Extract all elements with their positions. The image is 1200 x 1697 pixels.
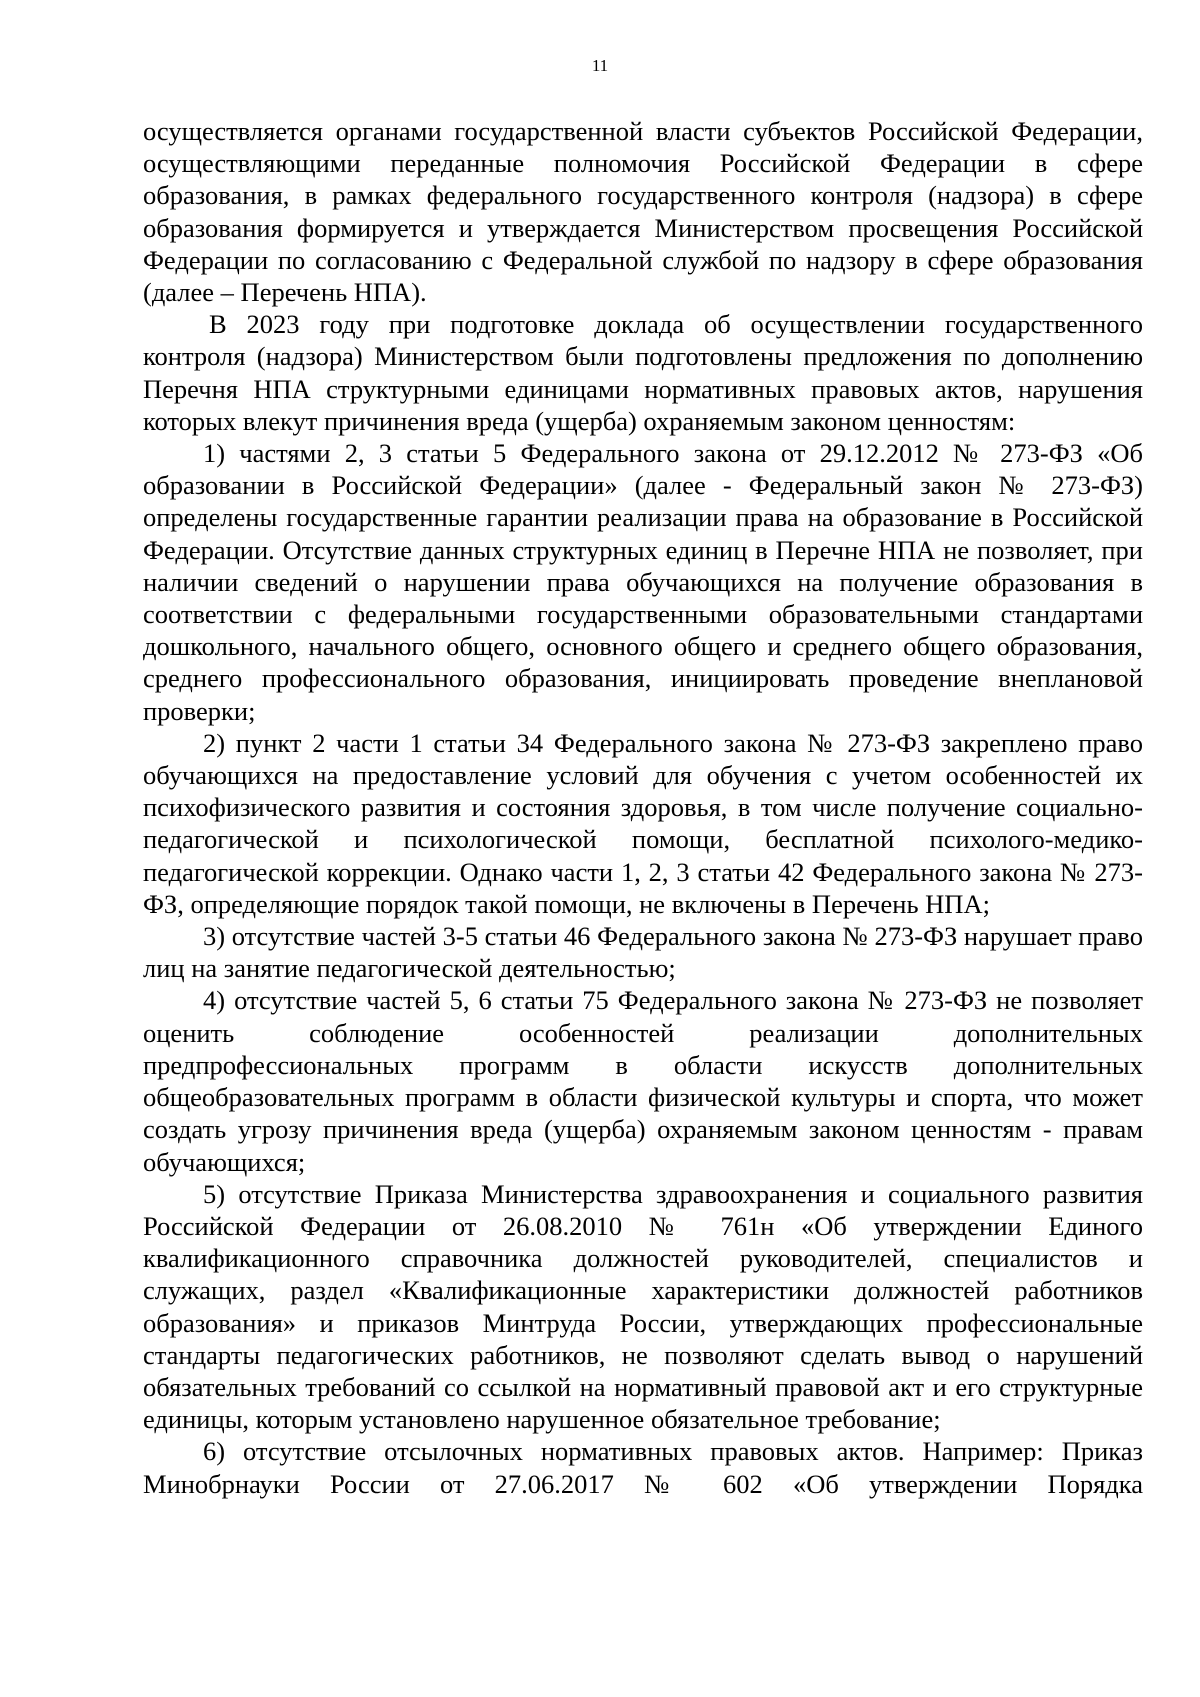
list-item-2: 2) пункт 2 части 1 статьи 34 Федерального закона № 273-ФЗ закреплено право обучающихся на предоставление условий для обучения с учетом особенностей их психофизического развития и состояния здоровья, в том числе получение социально-педагогической и психологической помощи, бесплатной психолого-медико-педагогической коррекции. Однако части 1, 2, 3 статьи 42 Федерального закона № 273-ФЗ, определяющие порядок такой помощи, не включены в Перечень НПА;: [143, 727, 1143, 919]
page-number: 11: [591, 56, 609, 75]
list-item-4: 4) отсутствие частей 5, 6 статьи 75 Федерального закона № 273-ФЗ не позволяет оценить соблюдение особенностей реализации дополнительных предпрофессиональных программ в области искусств дополнительных общеобразовательных программ в области физической культуры и спорта, что может создать угрозу причинения вреда (ущерба) охраняемым законом ценностям - правам обучающихся;: [143, 985, 1143, 1177]
paragraph-intro-2023: В 2023 году при подготовке доклада об осуществлении государственного контроля (надзора) Министерством были подготовлены предложения по дополнению Перечня НПА структурными единицами нормативных правовых актов, нарушения которых влекут причинения вреда (ущерба) охраняемым законом ценностям:: [143, 309, 1143, 436]
list-item-6: 6) отсутствие отсылочных нормативных правовых актов. Например: Приказ Минобрнауки России от 27.06.2017 № 602 «Об утверждении Порядка: [143, 1436, 1143, 1499]
document-body: [143, 115, 1143, 1500]
paragraph-continuation: осуществляется органами государственной власти субъектов Российской Федерации, осуществляющими переданные полномочия Российской Федерации в сфере образования, в рамках федерального государственного контроля (надзора) в сфере образования формируется и утверждается Министерством просвещения Российской Федерации по согласованию с Федеральной службой по надзору в сфере образования (далее – Перечень НПА).: [143, 116, 1143, 308]
list-item-3: 3) отсутствие частей 3-5 статьи 46 Федерального закона № 273-ФЗ нарушает право лиц на занятие педагогической деятельностью;: [143, 921, 1143, 984]
list-item-1: 1) частями 2, 3 статьи 5 Федерального закона от 29.12.2012 № 273-ФЗ «Об образовании в Российской Федерации» (далее - Федеральный закон № 273-ФЗ) определены государственные гарантии реализации права на образование в Российской Федерации. Отсутствие данных структурных единиц в Перечне НПА не позволяет, при наличии сведений о нарушении права обучающихся на получение образования в соответствии с федеральными государственными образовательными стандартами дошкольного, начального общего, основного общего и среднего общего образования, среднего профессионального образования, инициировать проведение внеплановой проверки;: [143, 438, 1143, 726]
list-item-5: 5) отсутствие Приказа Министерства здравоохранения и социального развития Российской Федерации от 26.08.2010 № 761н «Об утверждении Единого квалификационного справочника должностей руководителей, специалистов и служащих, раздел «Квалификационные характеристики должностей работников образования» и приказов Минтруда России, утверждающих профессиональные стандарты педагогических работников, не позволяют сделать вывод о нарушений обязательных требований со ссылкой на нормативный правовой акт и его структурные единицы, которым установлено нарушенное обязательное требование;: [143, 1178, 1143, 1435]
